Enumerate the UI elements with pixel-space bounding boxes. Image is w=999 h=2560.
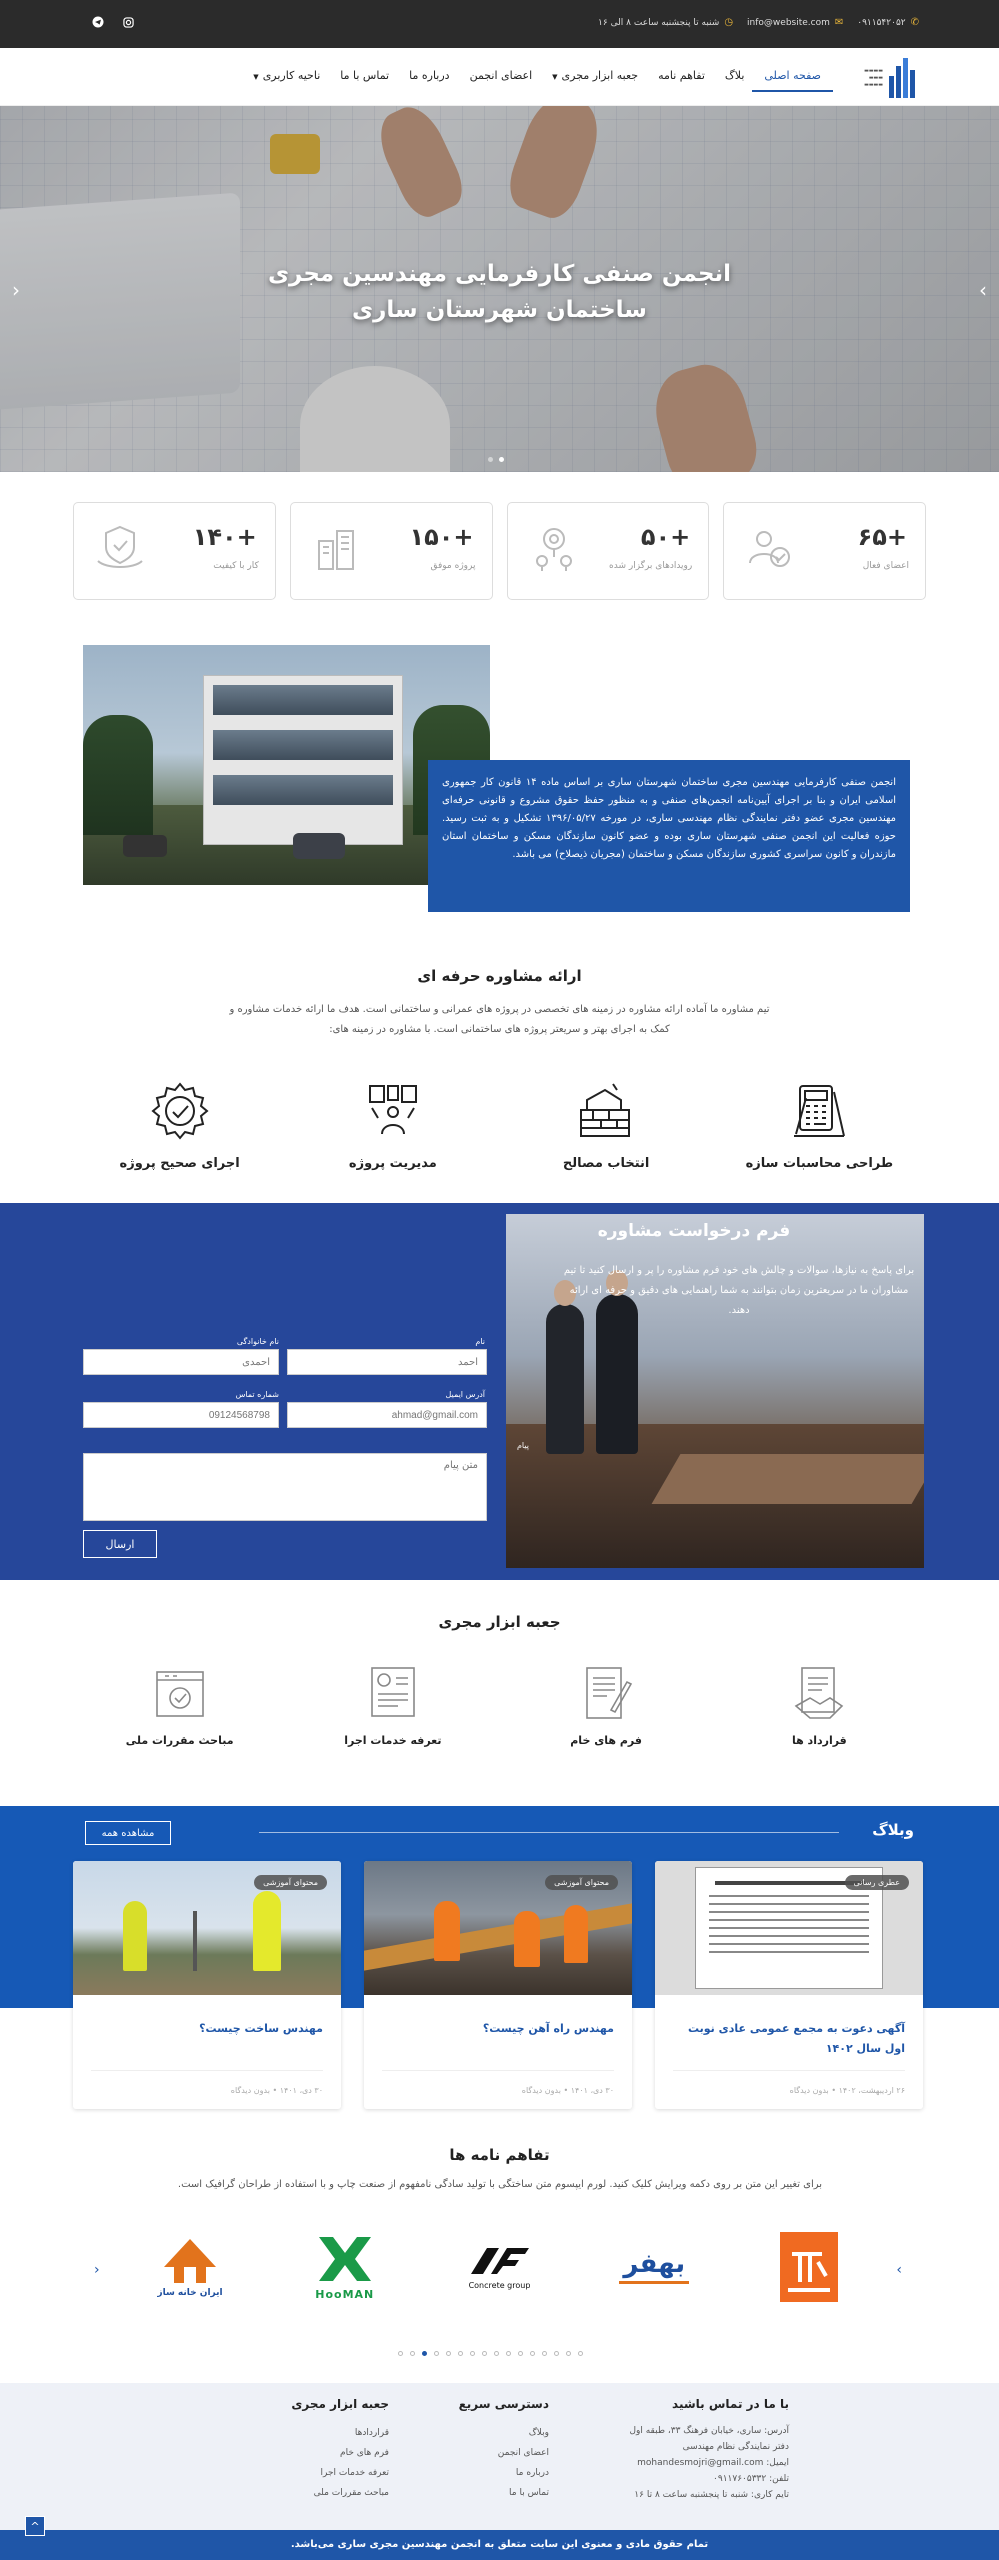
service-label: طراحی محاسبات سازه [745,1156,894,1171]
telegram-icon[interactable] [90,14,106,30]
calculator-icon [786,1078,852,1144]
footer-tools-link[interactable]: تعرفه خدمات اجرا [320,2468,389,2478]
nav-item-6[interactable]: تماس با ما [340,69,390,82]
copyright-bar: تمام حقوق مادی و معنوی این سایت متعلق به انجمن مهندسین مجری ساری می‌باشد. [0,2530,999,2560]
partners-dot[interactable] [542,2351,547,2356]
partners-dot[interactable] [410,2351,415,2356]
events-icon [528,523,580,575]
site-logo[interactable] [841,56,919,100]
stat-card [723,502,926,600]
form-title: فرم درخواست مشاوره [597,1221,791,1241]
stat-value: +۶۵ [857,523,907,551]
nav-item-5[interactable]: درباره ما [409,69,450,82]
toolbox-label: قرارداد ها [791,1734,847,1747]
toolbox-item[interactable] [500,1662,713,1747]
hero-slider [0,106,999,472]
service-label: اجرای صحیح پروژه [119,1156,240,1171]
nav-item-2[interactable]: تفاهم نامه [658,69,705,82]
partners-dot[interactable] [578,2351,583,2356]
partners-dot[interactable] [506,2351,511,2356]
members-icon [744,523,796,575]
partners-dot[interactable] [482,2351,487,2356]
phone-label: شماره تماس [235,1390,279,1399]
fav-concrete-logo[interactable]: Concrete group [440,2227,560,2307]
toolbox-label: تعرفه خدمات اجرا [344,1734,442,1747]
stat-value: +۱۴۰ [192,523,257,551]
blog-post-meta: ۳۰ دی، ۱۴۰۱ • بدون دیدگاه [521,2086,614,2095]
stat-value: +۱۵۰ [409,523,474,551]
view-all-button[interactable]: مشاهده همه [85,1821,171,1845]
iran-khaneh-logo[interactable]: ایران خانه ساز [130,2227,250,2307]
email-input[interactable] [287,1402,487,1428]
topbar-phone[interactable]: ✆ ۰۹۱۱۵۴۲۰۵۲ [857,17,919,28]
hero-dot[interactable] [488,457,493,462]
stat-value: +۵۰ [640,523,691,551]
partners-dot[interactable] [470,2351,475,2356]
quality-icon [94,523,146,575]
hero-pagination [488,457,504,462]
partners-next-arrow-icon[interactable]: › [896,2262,902,2278]
nav-item-4[interactable]: اعضای انجمن [469,69,533,82]
stat-card [290,502,493,600]
partners-dot[interactable] [458,2351,463,2356]
toolbox-label: مباحث مقررات ملی [125,1734,234,1747]
footer-quick-links: دسترسی سریع وبلاگ اعضای انجمن درباره ما تماس با ما [429,2397,549,2503]
hero-next-arrow-icon[interactable]: › [979,278,987,302]
blog-post-meta: ۳۰ دی، ۱۴۰۱ • بدون دیدگاه [230,2086,323,2095]
topbar-contacts [598,17,919,28]
phone-input[interactable] [83,1402,279,1428]
first-name-input[interactable] [287,1349,487,1375]
tariff-icon [364,1662,422,1724]
partners-dot[interactable] [434,2351,439,2356]
blog-post-category[interactable]: محتوای آموزشی [254,1875,327,1890]
footer-tools-links: جعبه ابزار مجری قراردادها فرم های خام تعرفه خدمات اجرا مباحث مقررات ملی [269,2397,389,2503]
blog-post-category[interactable]: عطری رسانی [845,1875,909,1890]
first-name-label: نام [475,1337,485,1346]
partners-dot[interactable] [422,2351,427,2356]
toolbox-item[interactable] [73,1662,286,1747]
partners-dot[interactable] [530,2351,535,2356]
blog-post-card[interactable] [364,1861,632,2109]
toolbox-label: فرم های خام [570,1734,642,1747]
clock-icon: ◷ [724,17,734,28]
nav-item-1[interactable]: بلاگ [724,69,745,82]
toolbox-row [73,1662,926,1747]
footer [0,2383,999,2530]
stat-label: اعضای فعال [862,561,909,571]
footer-contact: با ما در تماس باشید آدرس: ساری، خیابان فرهنگ ۳۳، طبقه اول دفتر نمایندگی نظام مهندسی ایمیل: mohandesmojri@gmail.com تلفن: ۰۹۱۱۷۶۰۵۳۳۲ تایم کاری: شنبه تا پنجشنبه ساعت ۸ تا ۱۶ [629,2397,789,2500]
services-row [73,1078,926,1171]
consulting-title: ارائه مشاوره حرفه ای [417,967,582,985]
consulting-subtitle: تیم مشاوره ما آماده ارائه مشاوره در زمینه های تخصصی در پروژه های عمرانی و ساختمانی است. هدف ما ارائه خدمات مشاوره و کمک به اجرای بهتر و سریعتر پروژه های ساختمانی است. با مشاوره در زمینه های: [229,1004,770,1035]
blog-post-category[interactable]: محتوای آموزشی [545,1875,618,1890]
topbar-hours: ◷ شنبه تا پنجشنبه ساعت ۸ الی ۱۶ [598,17,734,28]
behfar-logo[interactable]: بهفر [594,2227,714,2307]
footer-quick-link[interactable]: تماس با ما [509,2488,549,2498]
stat-label: پروژه موفق [430,561,476,571]
instagram-icon[interactable] [120,14,136,30]
blog-post-title[interactable]: آگهی دعوت به مجمع عمومی عادی نوبت اول سال ۱۴۰۲ [688,2022,905,2055]
logo-text: ▬▬▬▬ ▬▬▬ ▬▬▬▬ [864,67,883,88]
logo-building-icon [887,58,919,98]
topbar-email[interactable]: ✉ info@website.com [747,17,844,28]
project-management-icon [360,1078,426,1144]
service-item[interactable] [713,1078,926,1171]
submit-button[interactable]: ارسال [83,1530,157,1558]
main-navbar [0,48,999,106]
nav-item-3[interactable]: جعبه ابزار مجری▼ [552,69,639,82]
partners-dot[interactable] [554,2351,559,2356]
footer-quick-link[interactable]: اعضای انجمن [497,2448,549,2458]
toolbox-title: جعبه ابزار مجری [438,1613,561,1631]
footer-tools-link[interactable]: مباحث مقررات ملی [313,2488,389,2498]
blog-post-card[interactable] [73,1861,341,2109]
mail-icon: ✉ [834,17,844,28]
hooman-logo[interactable]: HooMAN [285,2227,405,2307]
footer-tools-link[interactable]: فرم های خام [340,2448,389,2458]
footer-quick-link[interactable]: وبلاگ [528,2428,549,2438]
hero-prev-arrow-icon[interactable]: ‹ [12,278,20,302]
chevron-down-icon: ▼ [552,73,558,81]
nav-item-7[interactable]: ناحیه کاربری▼ [253,69,321,82]
hero-title: انجمن صنفی کارفرمایی مهندسین مجری ساختمان شهرستان ساری [267,261,732,323]
stat-card [73,502,276,600]
chevron-down-icon: ▼ [253,73,259,81]
nav-item-0[interactable]: صفحه اصلی [764,69,821,82]
blog-post-title[interactable]: مهندس ساخت چیست؟ [199,2022,323,2035]
blog-post-meta: ۲۶ اردیبهشت، ۱۴۰۲ • بدون دیدگاه [789,2086,905,2095]
service-item[interactable] [73,1078,286,1171]
service-item[interactable] [286,1078,499,1171]
gear-icon [147,1078,213,1144]
footer-quick-link[interactable]: درباره ما [515,2468,549,2478]
service-label: مدیریت پروژه [348,1156,437,1171]
phone-icon: ✆ [910,17,919,28]
blog-post-title[interactable]: مهندس راه آهن چیست؟ [482,2022,614,2035]
nav-menu [253,69,821,82]
form-description: برای پاسخ به نیازها، سوالات و چالش های خود فرم مشاوره را پر و ارسال کنید تا تیم مشاوران ما در سریعترین زمان بتوانند به شما راهنمایی های دقیق و حرفه ای ارائه دهند. [563,1265,915,1316]
orange-partner-logo[interactable] [749,2227,869,2307]
partners-dot[interactable] [446,2351,451,2356]
regulations-icon [151,1662,209,1724]
top-bar [0,0,999,48]
service-label: انتخاب مصالح [562,1156,650,1171]
partners-pagination [398,2351,583,2356]
blog-post-card[interactable] [655,1861,923,2109]
message-label: پیام [516,1441,529,1450]
form-icon [577,1662,635,1724]
about-text-box: انجمن صنفی کارفرمایی مهندسین مجری ساختمان شهرستان ساری بر اساس ماده ۱۴ قانون کار جمهوری اسلامی ایران و بنا بر اجرای آیین‌نامه انجمن‌های صنفی و به منظور حفظ حقوق مشروع و قانونی حرفه‌ای مهندسین مجری عضو دفتر نمایندگی نظام مهندسی ساری، در مورخه ۱۳۹۶/۰۵/۲۷ تشکیل و به ثبت رسید. حوزه فعالیت این انجمن صنفی شهرستان ساری بوده و عضو کانون سازندگان مسکن و ساختمان استان مازندران و کانون سراسری کشوری سازندگان مسکن و ساختمان (مجریان ذیصلاح) می باشد. [428,760,910,912]
last-name-input[interactable] [83,1349,279,1375]
service-item[interactable] [500,1078,713,1171]
social-links [90,14,136,30]
partners-dot[interactable] [494,2351,499,2356]
partners-dot[interactable] [566,2351,571,2356]
blog-title: وبلاگ [872,1821,914,1839]
email-label: آدرس ایمیل [445,1390,485,1399]
projects-icon [311,523,363,575]
stat-label: رویدادهای برگزار شده [609,561,693,571]
partners-subtitle: برای تغییر این متن بر روی دکمه ویرایش کلیک کنید. لورم ایپسوم متن ساختگی با تولید سادگی نامفهوم از صنعت چاپ و با استفاده از طراحان گرافیک است. [177,2179,823,2190]
toolbox-item[interactable] [286,1662,499,1747]
footer-tools-link[interactable]: قراردادها [354,2428,389,2438]
stats-row [73,502,926,600]
partner-logos [130,2222,869,2312]
hero-dot[interactable] [499,457,504,462]
consultation-form-section [0,1203,999,1580]
scroll-to-top-icon[interactable]: ^ [25,2516,45,2536]
partners-dot[interactable] [518,2351,523,2356]
stat-label: کار با کیفیت [213,561,259,571]
partners-prev-arrow-icon[interactable]: ‹ [94,2262,100,2278]
message-textarea[interactable] [83,1453,487,1521]
partners-dot[interactable] [398,2351,403,2356]
stat-card [507,502,710,600]
partners-title: تفاهم نامه ها [449,2146,550,2164]
contract-icon [790,1662,848,1724]
materials-icon [573,1078,639,1144]
last-name-label: نام خانوادگی [236,1337,279,1346]
toolbox-item[interactable] [713,1662,926,1747]
